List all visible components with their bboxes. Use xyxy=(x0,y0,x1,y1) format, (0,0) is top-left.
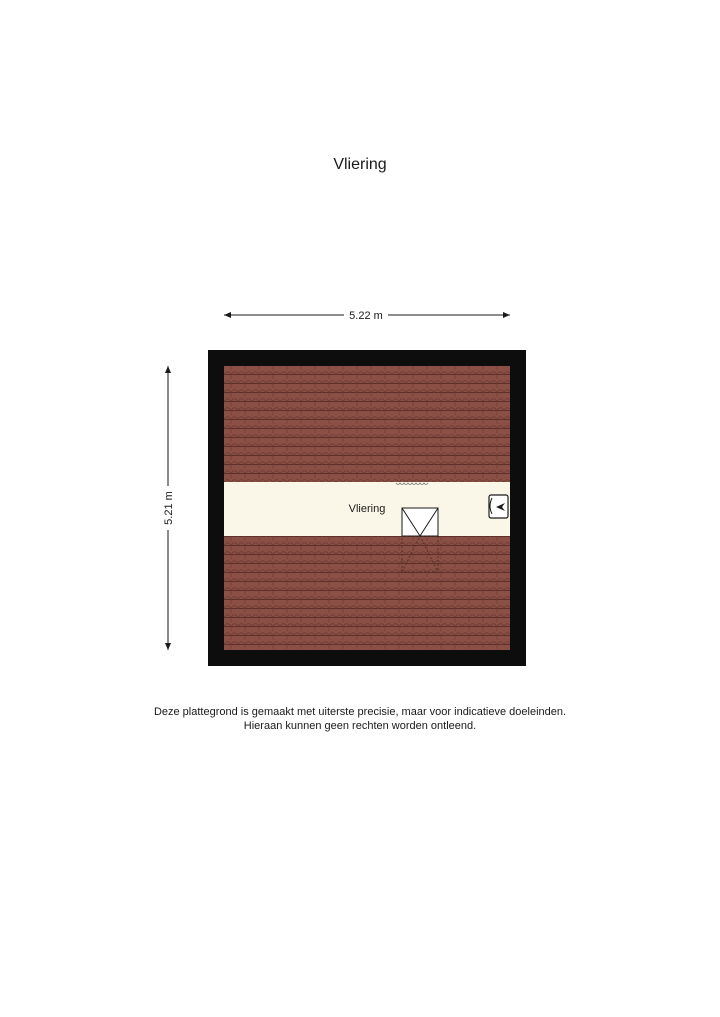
depth-dimension xyxy=(163,366,175,650)
chimney-icon xyxy=(489,495,508,518)
arrow-up-icon xyxy=(165,366,171,373)
room-label: Vliering xyxy=(348,503,386,515)
depth-label: 5.21 m xyxy=(163,491,175,525)
disclaimer xyxy=(0,705,720,733)
roof-area-top xyxy=(224,366,510,482)
page-title: Vliering xyxy=(333,156,387,173)
width-dimension xyxy=(224,310,510,322)
arrow-right-icon xyxy=(503,312,510,318)
arrow-down-icon xyxy=(165,643,171,650)
disclaimer-line-2: Hieraan kunnen geen rechten worden ontleend. xyxy=(243,720,477,732)
arrow-left-icon xyxy=(224,312,231,318)
disclaimer-line-1: Deze plattegrond is gemaakt met uiterste precisie, maar voor indicatieve doeleinden. xyxy=(153,706,567,718)
width-label: 5.22 m xyxy=(349,310,383,322)
roof-area-bottom xyxy=(224,536,510,650)
